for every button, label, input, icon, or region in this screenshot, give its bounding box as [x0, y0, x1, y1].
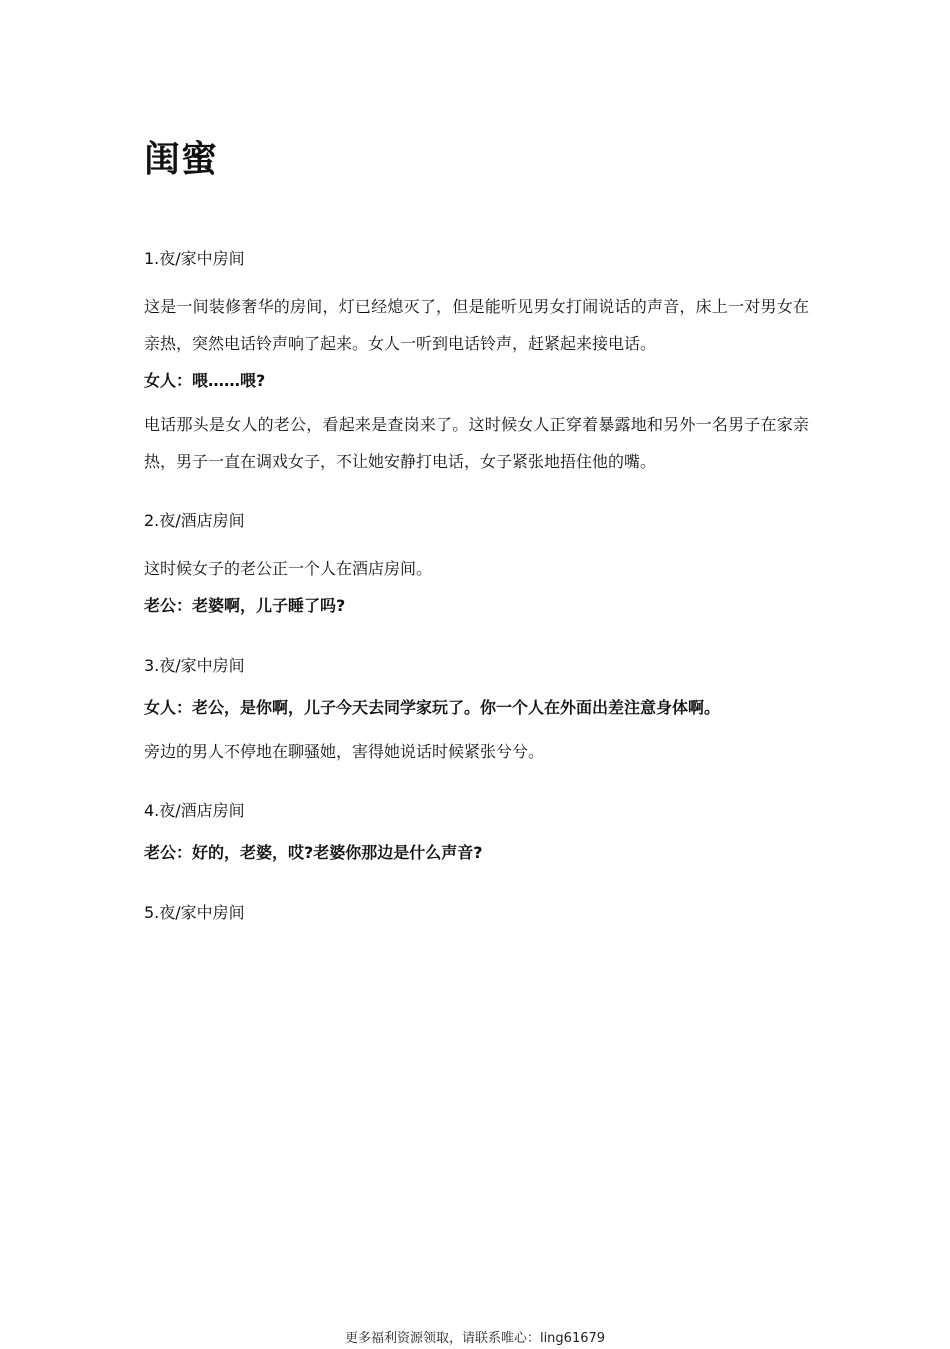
dialog-line: 老公：老婆啊，儿子睡了吗? [144, 596, 346, 615]
scene-heading: 4.夜/酒店房间 [144, 801, 245, 820]
action-paragraph: 这时候女子的老公正一个人在酒店房间。 [144, 559, 433, 578]
scene-2 [144, 508, 809, 619]
dialog-line: 老公：好的，老婆，哎?老婆你那边是什么声音? [144, 843, 483, 862]
dialog-line: 女人：老公，是你啊，儿子今天去同学家玩了。你一个人在外面出差注意身体啊。 [144, 698, 721, 717]
action-paragraph: 旁边的男人不停地在聊骚她，害得她说话时候紧张兮兮。 [144, 742, 545, 761]
scene-gap [144, 776, 809, 798]
scene-gap [144, 631, 809, 653]
scene-heading: 2.夜/酒店房间 [144, 511, 245, 530]
footer-promo-text: 更多福利资源领取，请联系唯心：ling61679 [344, 1331, 606, 1346]
scene-gap [144, 878, 809, 900]
action-paragraph: 这是一间装修奢华的房间，灯已经熄灭了，但是能听见男女打闹说话的声音，床上一对男女在亲热，突然电话铃声响了起来。女人一听到电话铃声，赶紧起来接电话。 [144, 297, 809, 353]
scene-4 [144, 798, 809, 866]
dialog-line: 女人：喂……喂? [144, 371, 266, 390]
scene-heading: 3.夜/家中房间 [144, 656, 245, 675]
scene-heading: 5.夜/家中房间 [144, 903, 245, 922]
document-title: 闺蜜 [144, 139, 219, 180]
scene-heading: 1.夜/家中房间 [144, 249, 245, 268]
scene-1 [144, 246, 809, 480]
scene-3 [144, 653, 809, 770]
scene-gap [144, 486, 809, 508]
scene-5 [144, 900, 809, 926]
script-body [144, 246, 809, 942]
action-paragraph: 电话那头是女人的老公，看起来是查岗来了。这时候女人正穿着暴露地和另外一名男子在家亲热，男子一直在调戏女子，不让她安静打电话，女子紧张地捂住他的嘴。 [144, 415, 809, 471]
